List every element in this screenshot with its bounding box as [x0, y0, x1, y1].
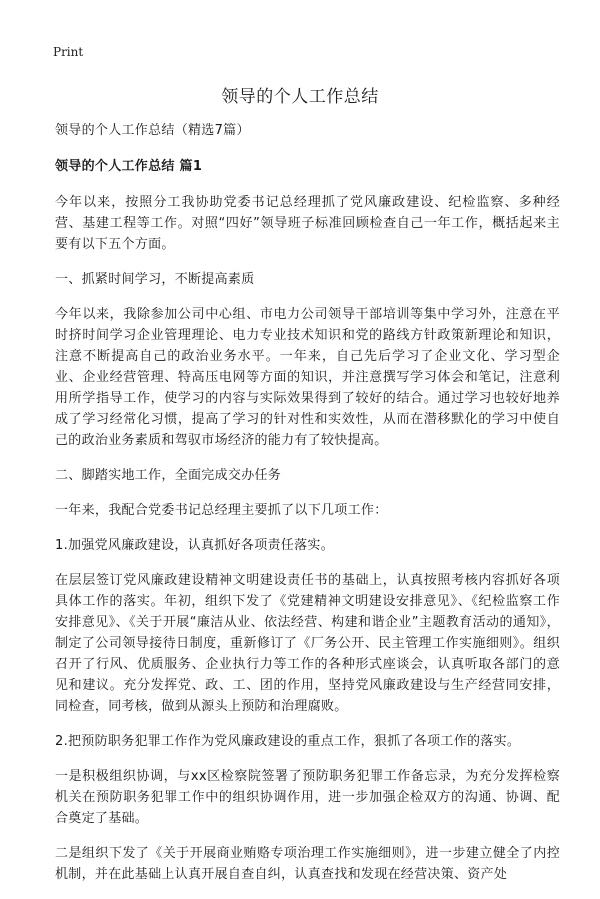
section-heading: 领导的个人工作总结 篇1: [55, 159, 203, 174]
paragraph-work-intro: 一年来，我配合党委书记总经理主要抓了以下几项工作：: [55, 503, 388, 518]
document-body: [55, 120, 560, 899]
item-1-heading: 1.加强党风廉政建设，认真抓好各项责任落实。: [55, 538, 335, 553]
item-1-paragraph: 在层层签订党风廉政建设精神文明建设责任书的基础上，认真按照考核内容抓好各项具体工作的落实。年初，组织下发了《党建精神文明建设安排意见》、《纪检监察工作安排意见》、《关于开展“廉洁从业、依法经营、构建和谐企业”主题教育活动的通知》，制定了公司领导接待日制度，重新修订了《厂务公开、民主管理工作实施细则》。组织召开了行风、优质服务、企业执行力等工作的各种形式座谈会，认真听取各部门的意见和建议。充分发挥党、政、工、团的作用，坚持党风廉政建设与生产经营同安排，同检查，同考核，做到从源头上预防和治理腐败。: [55, 573, 560, 714]
item-2-heading: 2.把预防职务犯罪工作作为党风廉政建设的重点工作，狠抓了各项工作的落实。: [55, 734, 521, 749]
heading-study: 一、抓紧时间学习，不断提高素质: [55, 272, 255, 287]
item-2-paragraph-1: 一是积极组织协调，与xx区检察院签署了预防职务犯罪工作备忘录，为充分发挥检察机关在预防职务犯罪工作中的组织协调作用，进一步加强企检双方的沟通、协调、配合奠定了基础。: [55, 769, 560, 826]
document-subtitle: 领导的个人工作总结（精选7篇）: [55, 123, 250, 138]
paragraph-study: 今年以来，我除参加公司中心组、市电力公司领导干部培训等集中学习外，注意在平时挤时间学习企业管理理论、电力专业技术知识和党的路线方针政策新理论和知识，注意不断提高自己的政治业务水平。一年来，自己先后学习了企业文化、学习型企业、企业经营管理、特高压电网等方面的知识，并注意撰写学习体会和笔记，注意利用所学指导工作，使学习的内容与实际效果得到了较好的结合。通过学习也较好地养成了学习经常化习惯，提高了学习的针对性和实效性，从而在潜移默化的学习中使自己的政治业务素质和驾驭市场经济的能力有了较快提高。: [55, 307, 560, 448]
heading-work: 二、脚踏实地工作，全面完成交办任务: [55, 468, 282, 483]
page-title: 领导的个人工作总结: [221, 87, 379, 107]
paragraph-intro: 今年以来，按照分工我协助党委书记总经理抓了党风廉政建设、纪检监察、多种经营、基建工程等工作。对照“四好”领导班子标准回顾检查自己一年工作，概括起来主要有以下五个方面。: [55, 195, 560, 252]
item-2-paragraph-2: 二是组织下发了《关于开展商业贿赂专项治理工作实施细则》，进一步建立健全了内控机制，并在此基础上认真开展自查自纠，认真查找和发现在经营决策、资产处: [55, 846, 560, 882]
print-link[interactable]: Print: [53, 45, 84, 59]
